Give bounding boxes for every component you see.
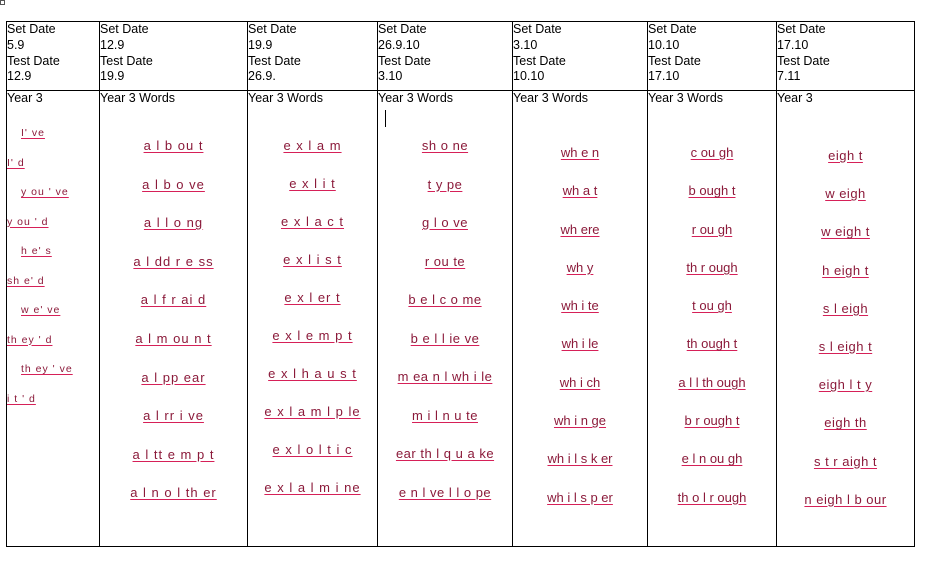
spelling-word: a l b o ve	[142, 176, 205, 192]
date-label: Set Date	[648, 22, 697, 36]
spelling-word: m i l n u te	[412, 407, 478, 423]
spelling-word: th ey ' ve	[21, 363, 73, 375]
spelling-word: r ou gh	[691, 221, 733, 237]
spelling-word: a l rr i ve	[143, 408, 204, 424]
word-cell	[248, 91, 378, 547]
table-move-handle[interactable]	[0, 0, 5, 5]
date-value: 26.9.	[248, 69, 276, 84]
date-value: 3.10	[378, 69, 403, 84]
spelling-word: e x l a c t	[280, 214, 345, 229]
word-cell	[7, 91, 100, 547]
spelling-word: a l dd r e ss	[133, 253, 214, 269]
spelling-word: m ea n l wh i le	[397, 369, 493, 384]
spelling-word: i t ' d	[7, 392, 36, 405]
date-label: Test Date	[100, 53, 153, 68]
spelling-word: e x l a m l p le	[264, 404, 361, 419]
spelling-word: a l n o l th er	[130, 485, 217, 501]
word-cell	[513, 91, 648, 547]
spelling-word: h e' s	[21, 245, 52, 257]
spelling-word: eigh th	[824, 415, 867, 431]
spelling-word: wh y	[566, 259, 594, 275]
date-label: Test Date	[777, 53, 830, 68]
date-label: Set Date	[7, 22, 56, 36]
spelling-word: e x l o l t i c	[272, 442, 353, 457]
spelling-word: b ough t	[688, 183, 736, 199]
date-value: 19.9	[100, 69, 125, 84]
spelling-word: wh i l s k er	[547, 451, 613, 467]
date-label: Set Date	[378, 22, 427, 36]
date-cell	[513, 22, 648, 91]
spelling-word: b e l c o me	[408, 292, 482, 307]
date-value: 7.11	[777, 69, 801, 84]
spelling-word: wh i le	[561, 336, 599, 352]
spelling-word: wh e n	[560, 145, 600, 160]
spelling-word: s l eigh t	[818, 338, 873, 354]
spelling-word: I' ve	[21, 127, 45, 139]
spelling-word: e x l a m	[283, 138, 342, 153]
column-title: Year 3 Words	[513, 91, 589, 105]
spelling-word: g l o ve	[422, 215, 468, 230]
word-list	[7, 106, 99, 421]
word-cell	[378, 91, 513, 547]
date-value: 12.9	[7, 69, 32, 84]
spelling-word: w e' ve	[21, 304, 61, 316]
date-cell	[777, 22, 915, 91]
date-label: Set Date	[100, 22, 149, 36]
word-list	[100, 106, 247, 524]
spelling-word: a l b ou t	[143, 138, 204, 153]
spelling-word: a l pp ear	[141, 369, 206, 385]
spelling-word: e n l ve l l o pe	[398, 484, 492, 500]
date-label: Test Date	[648, 53, 701, 68]
spelling-word: wh i l s p er	[547, 489, 613, 505]
spelling-word: w eigh	[825, 186, 866, 202]
spelling-word: e x l i s t	[283, 252, 342, 267]
spelling-word: b r ough t	[684, 413, 740, 429]
word-list	[378, 106, 512, 523]
spelling-word: eigh l t y	[818, 377, 873, 393]
column-title: Year 3 Words	[378, 91, 454, 105]
spelling-word: w eigh t	[821, 224, 870, 240]
date-value: 17.10	[648, 69, 680, 84]
date-value: 26.9.10	[378, 37, 420, 52]
spelling-word: e x l e m p t	[272, 328, 353, 343]
spelling-word: y ou ' ve	[21, 186, 69, 198]
spelling-word: th r ough	[686, 259, 738, 275]
spelling-word: s t r aigh t	[813, 453, 878, 469]
spelling-word: s l eigh	[822, 300, 869, 316]
date-cell	[378, 22, 513, 91]
spelling-word: wh i n ge	[553, 413, 607, 429]
word-cell	[648, 91, 777, 547]
date-label: Set Date	[777, 22, 826, 36]
date-cell	[7, 22, 100, 91]
date-cell	[648, 22, 777, 91]
word-cell	[777, 91, 915, 547]
spelling-word: b e l l ie ve	[410, 330, 480, 346]
date-cell	[100, 22, 248, 91]
column-title: Year 3	[777, 91, 813, 105]
date-label: Test Date	[248, 53, 301, 68]
spelling-word: a l tt e m p t	[132, 446, 215, 462]
spelling-word: th o l r ough	[677, 489, 747, 505]
spelling-word: a l m ou n t	[135, 330, 212, 346]
text-cursor	[385, 110, 386, 127]
spelling-schedule-table	[6, 21, 915, 547]
date-value: 10.10	[648, 37, 680, 52]
word-list	[648, 106, 776, 528]
date-row	[7, 22, 915, 91]
date-cell	[248, 22, 378, 91]
words-row	[7, 91, 915, 547]
date-value: 5.9	[7, 37, 25, 52]
spelling-word: I' d	[7, 156, 25, 169]
column-title: Year 3 Words	[248, 91, 324, 105]
word-cell	[100, 91, 248, 547]
spelling-word: e x l h a u s t	[268, 366, 357, 381]
date-label: Set Date	[513, 22, 562, 36]
spelling-word: wh ere	[560, 221, 600, 237]
date-value: 12.9	[100, 37, 125, 52]
spelling-word: t y pe	[427, 176, 463, 192]
spelling-word: h eigh t	[822, 262, 869, 278]
spelling-word: th ey ' d	[7, 333, 53, 346]
spelling-word: e x l a l m i ne	[264, 480, 361, 495]
column-title: Year 3 Words	[648, 91, 724, 105]
date-label: Test Date	[7, 53, 60, 68]
date-label: Set Date	[248, 22, 297, 36]
date-label: Test Date	[513, 53, 566, 68]
column-title: Year 3	[7, 91, 43, 105]
spelling-word: r ou te	[424, 253, 466, 269]
spelling-word: th ough t	[686, 336, 738, 352]
spelling-word: e x l i t	[289, 176, 336, 191]
word-list	[777, 106, 914, 530]
spelling-word: sh e' d	[7, 274, 45, 287]
spelling-word: y ou ' d	[7, 215, 49, 228]
spelling-word: wh i te	[561, 298, 599, 314]
word-list	[513, 106, 647, 528]
spelling-word: c ou gh	[690, 145, 734, 160]
date-value: 3.10	[513, 37, 538, 52]
spelling-word: ear th l q u a ke	[395, 446, 495, 461]
spelling-word: t ou gh	[692, 298, 732, 314]
date-value: 17.10	[777, 37, 809, 52]
date-value: 19.9	[248, 37, 273, 52]
spelling-word: a l f r ai d	[140, 292, 207, 308]
spelling-word: eigh t	[828, 148, 863, 163]
spelling-word: sh o ne	[421, 138, 469, 153]
spelling-word: e x l er t	[284, 290, 341, 305]
date-value: 10.10	[513, 69, 545, 84]
word-list	[248, 106, 377, 518]
spelling-word: wh a t	[562, 183, 598, 199]
spelling-word: e l n ou gh	[681, 451, 743, 467]
spelling-word: wh i ch	[559, 374, 601, 390]
spelling-word: a l l th ough	[678, 374, 746, 390]
spelling-word: n eigh l b our	[804, 491, 887, 507]
spelling-word: a l l o ng	[143, 215, 204, 231]
column-title: Year 3 Words	[100, 91, 176, 105]
date-label: Test Date	[378, 53, 431, 68]
